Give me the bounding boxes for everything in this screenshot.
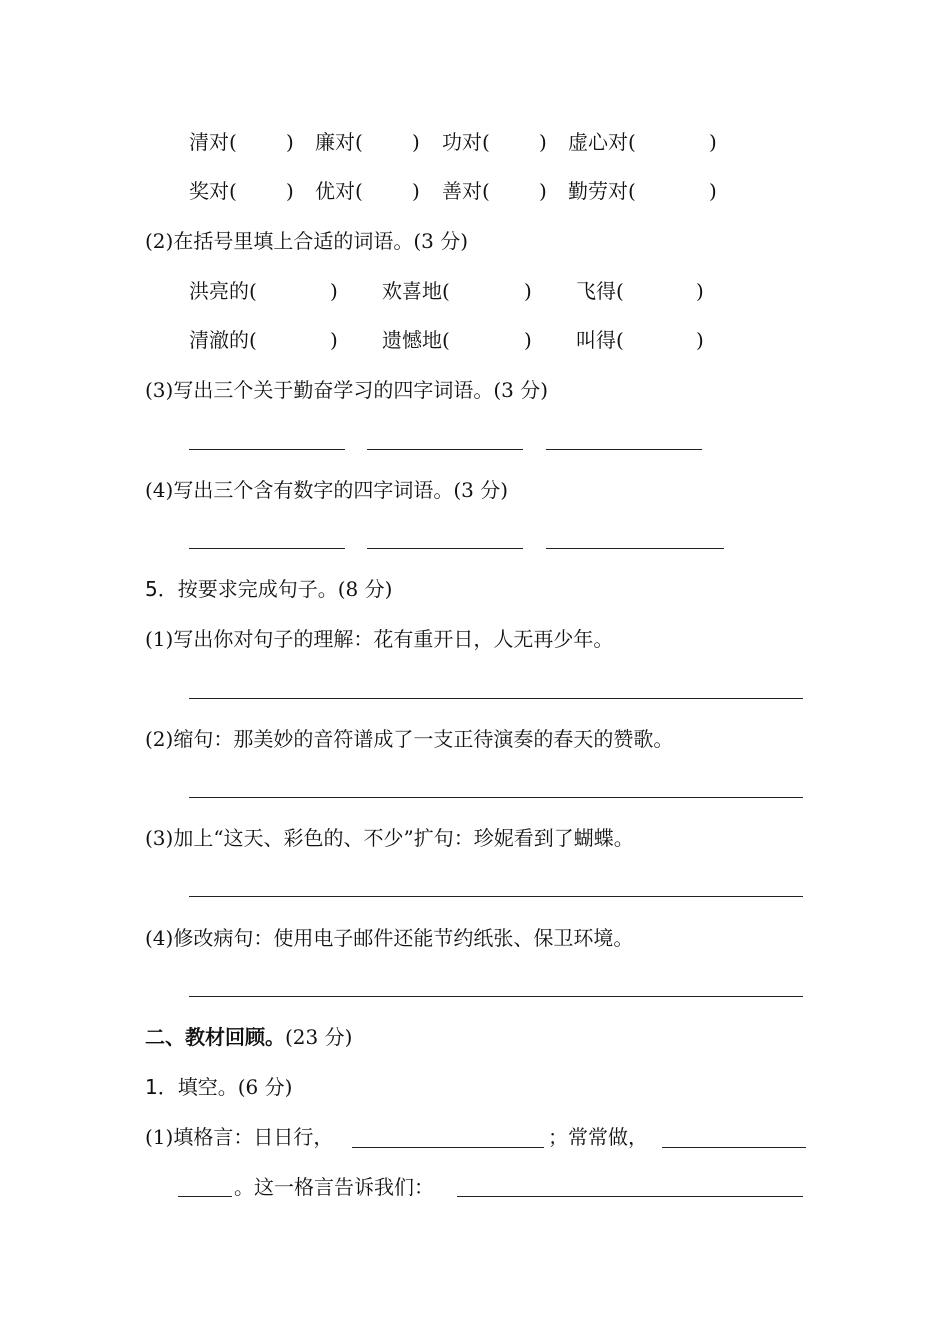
word-label: 清澈的(: [189, 328, 257, 352]
sentence-question-1: (1)写出你对句子的理解：花有重开日，人无再少年。: [145, 627, 614, 651]
answer-line[interactable]: [189, 896, 803, 897]
answer-blank[interactable]: [189, 548, 345, 549]
pair-close-paren: ): [539, 130, 547, 154]
pair-label: 功对(: [442, 130, 490, 154]
maxim-prompt-middle: ；常常做，: [548, 1125, 648, 1149]
answer-line[interactable]: [189, 996, 803, 997]
maxim-blank-2-continued[interactable]: [178, 1196, 232, 1197]
sentence-question-3: (3)加上“这天、彩色的、不少”扩句：珍妮看到了蝴蝶。: [145, 826, 634, 850]
pair-close-paren: ): [412, 179, 420, 203]
maxim-meaning-blank[interactable]: [457, 1196, 803, 1197]
word-label: 欢喜地(: [382, 279, 450, 303]
answer-blank[interactable]: [367, 548, 523, 549]
section-number: 1．: [145, 1075, 178, 1099]
word-label: 遗憾地(: [382, 328, 450, 352]
word-close-paren: ): [524, 279, 532, 303]
answer-blank[interactable]: [367, 449, 523, 450]
pair-label: 虚心对(: [568, 130, 636, 154]
pair-close-paren: ): [709, 179, 717, 203]
sentence-question-4: (4)修改病句：使用电子邮件还能节约纸张、保卫环境。: [145, 926, 634, 950]
answer-blank[interactable]: [189, 449, 345, 450]
word-close-paren: ): [330, 279, 338, 303]
pair-label: 奖对(: [189, 179, 237, 203]
part-2-section-1-heading: [145, 1073, 292, 1101]
maxim-blank-1[interactable]: [352, 1147, 544, 1148]
pair-label: 清对(: [189, 130, 237, 154]
question-4-prompt: (4)写出三个含有数字的四字词语。(3 分): [145, 478, 509, 502]
pair-label: 勤劳对(: [568, 179, 636, 203]
section-title: 按要求完成句子。(8 分): [177, 577, 393, 601]
pair-close-paren: ): [286, 130, 294, 154]
answer-blank[interactable]: [546, 548, 724, 549]
part-score: (23 分): [285, 1025, 353, 1049]
section-number: 5．: [145, 577, 178, 601]
word-close-paren: ): [696, 328, 704, 352]
section-5-heading: [145, 575, 392, 603]
answer-blank[interactable]: [546, 449, 702, 450]
pair-close-paren: ): [709, 130, 717, 154]
word-label: 叫得(: [576, 328, 624, 352]
pair-label: 善对(: [442, 179, 490, 203]
question-2-prompt: (2)在括号里填上合适的词语。(3 分): [145, 229, 469, 253]
pair-close-paren: ): [286, 179, 294, 203]
question-3-prompt: (3)写出三个关于勤奋学习的四字词语。(3 分): [145, 378, 549, 402]
word-close-paren: ): [330, 328, 338, 352]
answer-line[interactable]: [189, 698, 803, 699]
part-title: 二、教材回顾。: [145, 1025, 285, 1049]
pair-label: 廉对(: [315, 130, 363, 154]
section-title: 填空。(6 分): [177, 1075, 293, 1099]
word-close-paren: ): [524, 328, 532, 352]
maxim-prompt-end: 。这一格言告诉我们：: [234, 1175, 434, 1199]
part-2-heading: [145, 1023, 352, 1051]
word-label: 洪亮的(: [189, 279, 257, 303]
pair-close-paren: ): [412, 130, 420, 154]
word-label: 飞得(: [576, 279, 624, 303]
maxim-prompt-start: (1)填格言：日日行，: [145, 1125, 334, 1149]
answer-line[interactable]: [189, 797, 803, 798]
word-close-paren: ): [696, 279, 704, 303]
maxim-blank-2[interactable]: [662, 1147, 806, 1148]
sentence-question-2: (2)缩句：那美妙的音符谱成了一支正待演奏的春天的赞歌。: [145, 727, 674, 751]
pair-close-paren: ): [539, 179, 547, 203]
pair-label: 优对(: [315, 179, 363, 203]
